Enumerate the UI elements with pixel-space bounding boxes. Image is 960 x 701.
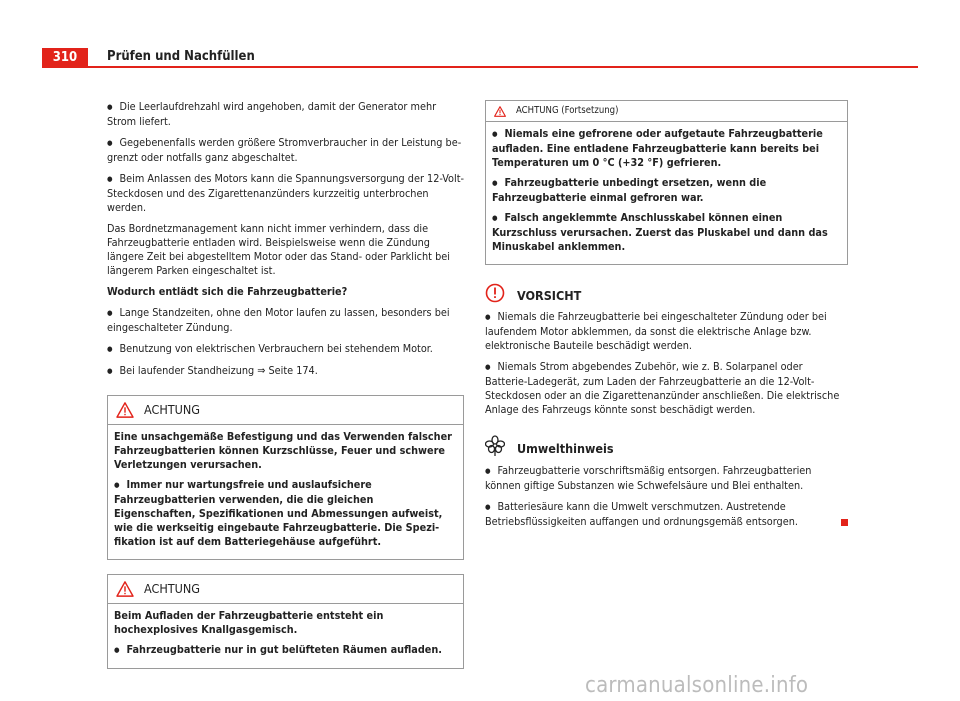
warning-triangle-icon xyxy=(116,402,134,418)
list-item: ● Bei laufender Standheizung ⇒ Seite 174. xyxy=(107,364,464,379)
list-item: ● Lange Standzeiten, ohne den Motor laufen zu lassen, besonders bei eingeschalteter Zündung. xyxy=(107,306,464,335)
list-item: ● Fahrzeugbatterie vorschriftsmäßig entsorgen. Fahrzeugbatterien können giftige Substanzen wie Schwefelsäure und Blei enthalten. xyxy=(485,464,848,493)
caution-title: VORSICHT xyxy=(517,288,582,303)
environment-header xyxy=(485,435,848,457)
warning-body xyxy=(108,425,463,559)
warning-body xyxy=(108,604,463,668)
watermark: carmanualsonline.info xyxy=(585,673,809,698)
environment-title: Umwelthinweis xyxy=(517,441,614,456)
list-item: ● Fahrzeugbatterie unbedingt ersetzen, wenn die Fahrzeugbatterie einmal gefroren war. xyxy=(492,176,841,205)
warning-header xyxy=(486,101,847,122)
list-item: ● Fahrzeugbatterie nur in gut belüfteten Räumen aufladen. xyxy=(114,643,457,658)
warning-title: ACHTUNG (Fortsetzung) xyxy=(516,105,619,116)
list-item: ● Niemals Strom abgebendes Zubehör, wie z. B. Solarpanel oder Batterie-Ladegerät, zum Laden der Fahrzeugbatterie an die 12-Volt-Steckdosen oder an die Zigarettenanzünder anschließen. Die elektrische Anlage des Fahrzeugs könnte sonst beschädigt werden. xyxy=(485,360,848,417)
warning-title: ACHTUNG xyxy=(144,402,201,417)
list-item: ● Die Leerlaufdrehzahl wird angehoben, damit der Generator mehr Strom liefert. xyxy=(107,100,464,129)
list-item: ● Niemals die Fahrzeugbatterie bei eingeschalteter Zündung oder bei laufendem Motor abklemmen, da sonst die elektrische Anlage bzw. elektronische Bauteile beschädigt werden. xyxy=(485,310,848,353)
list-item: ● Niemals eine gefrorene oder aufgetaute Fahrzeugbatterie aufladen. Eine entladene Fahrzeugbatterie kann bereits bei Temperaturen um 0 °C (+32 °F) gefrieren. xyxy=(492,127,841,170)
warning-continued-box xyxy=(485,100,848,265)
caution-icon xyxy=(485,283,505,303)
body-paragraph: Das Bordnetzmanagement kann nicht immer verhindern, dass die Fahrzeugbatterie entladen wird. Beispielsweise wenn die Zündung längere Zeit bei abgestelltem Motor oder das Stand- oder Parklicht bei längerem Parken eingeschaltet ist. xyxy=(107,222,450,277)
list-item: ● Beim Anlassen des Motors kann die Spannungsversorgung der 12-Volt-Steckdosen und des Zigarettenanzünders kurzzeitig unterbrochen werden. xyxy=(107,172,464,215)
warning-text: Eine unsachgemäße Befestigung und das Verwenden falscher Fahrzeugbatterien können Kurzschlüsse, Feuer und schwere Verletzungen verursachen. xyxy=(114,430,452,471)
page-title: Prüfen und Nachfüllen xyxy=(107,49,255,64)
caution-header xyxy=(485,283,848,303)
page-number: 310 xyxy=(42,48,88,66)
warning-box xyxy=(107,395,464,560)
header-divider xyxy=(42,66,918,68)
warning-header xyxy=(108,396,463,425)
right-column xyxy=(485,100,848,536)
subheading: Wodurch entlädt sich die Fahrzeugbatterie? xyxy=(107,285,348,298)
list-item: ● Benutzung von elektrischen Verbrauchern bei stehendem Motor. xyxy=(107,342,464,357)
flower-icon xyxy=(485,435,505,457)
warning-box xyxy=(107,574,464,669)
warning-triangle-icon xyxy=(116,581,134,597)
warning-text: Beim Aufladen der Fahrzeugbatterie entsteht ein hochexplosives Knallgasgemisch. xyxy=(114,609,384,636)
list-item: ● Immer nur wartungsfreie und auslaufsichere Fahrzeugbatterien verwenden, die die gleichen Eigenschaften, Spezifikationen und Abmessungen aufweist, wie die werkseitig eingebaute Fahrzeugbatterie. Die Spezifikation ist auf dem Batteriegehäuse aufgeführt. xyxy=(114,478,457,549)
section-end-marker xyxy=(841,519,848,526)
list-item xyxy=(485,500,848,529)
warning-triangle-icon xyxy=(494,106,506,117)
list-item: ● Gegebenenfalls werden größere Stromverbraucher in der Leistung begrenzt oder notfalls ganz abgeschaltet. xyxy=(107,136,464,165)
left-column xyxy=(107,100,464,683)
warning-header xyxy=(108,575,463,604)
list-item-text: Batteriesäure kann die Umwelt verschmutzen. Austretende Betriebsflüssigkeiten auffangen und ordnungsgemäß entsorgen. xyxy=(485,500,798,528)
warning-body xyxy=(486,122,847,264)
list-item: ● Falsch angeklemmte Anschlusskabel können einen Kurzschluss verursachen. Zuerst das Pluskabel und dann das Minuskabel anklemmen. xyxy=(492,211,841,254)
warning-title: ACHTUNG xyxy=(144,581,201,596)
